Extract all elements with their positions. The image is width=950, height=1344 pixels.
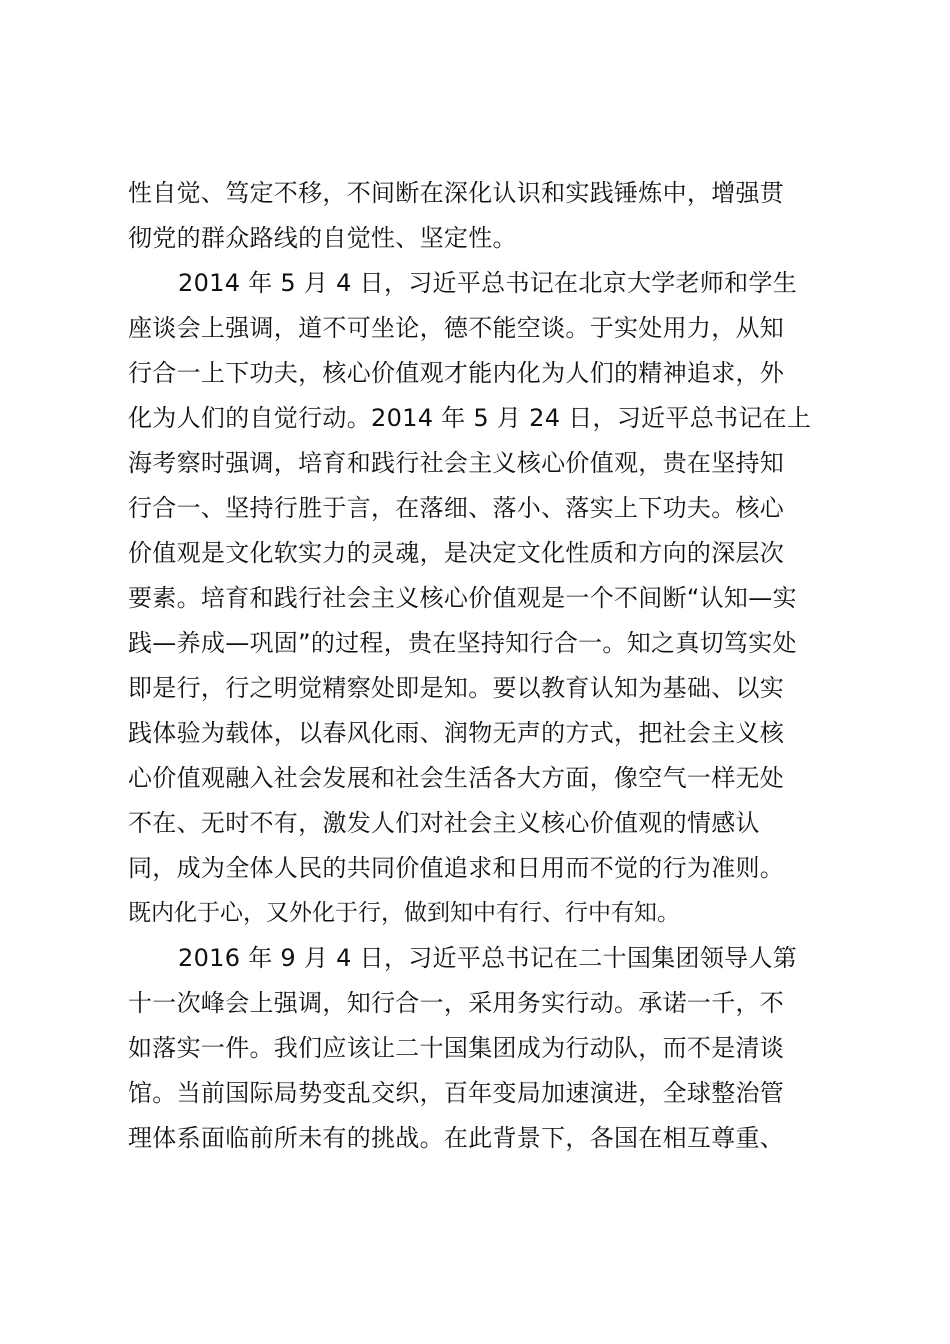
text-line: 践体验为载体，以春风化雨、润物无声的方式，把社会主义核 — [128, 719, 785, 747]
text-line: 海考察时强调，培育和践行社会主义核心价值观，贵在坚持知 — [128, 449, 785, 477]
text-line: 座谈会上强调，道不可坐论，德不能空谈。于实处用力，从知 — [128, 314, 785, 342]
text-line: 行合一、坚持行胜于言，在落细、落小、落实上下功夫。核心 — [128, 494, 785, 522]
text-line: 同，成为全体人民的共同价值追求和日用而不觉的行为准则。 — [128, 854, 785, 882]
text-line: 不在、无时不有，激发人们对社会主义核心价值观的情感认 — [128, 809, 760, 837]
text-line: 践—养成—巩固”的过程，贵在坚持知行合一。知之真切笃实处 — [128, 629, 797, 657]
text-line: 价值观是文化软实力的灵魂，是决定文化性质和方向的深层次 — [128, 539, 785, 567]
text-line: 心价值观融入社会发展和社会生活各大方面，像空气一样无处 — [128, 764, 785, 792]
text-line: 性自觉、笃定不移，不间断在深化认识和实践锤炼中，增强贯 — [128, 179, 785, 207]
text-line: 十一次峰会上强调，知行合一，采用务实行动。承诺一千，不 — [128, 989, 785, 1017]
text-line: 要素。培育和践行社会主义核心价值观是一个不间断“认知—实 — [128, 584, 797, 612]
text-line: 既内化于心，又外化于行，做到知中有行、行中有知。 — [128, 900, 680, 926]
text-line: 即是行，行之明觉精察处即是知。要以教育认知为基础、以实 — [128, 674, 785, 702]
text-line: 行合一上下功夫，核心价值观才能内化为人们的精神追求，外 — [128, 359, 785, 387]
text-line: 化为人们的自觉行动。2014 年 5 月 24 日，习近平总书记在上 — [128, 404, 812, 432]
paragraph-start-line: 2014 年 5 月 4 日，习近平总书记在北京大学老师和学生 — [178, 269, 798, 297]
text-line: 馆。当前国际局势变乱交织，百年变局加速演进，全球整治管 — [128, 1079, 785, 1107]
paragraph-start-line: 2016 年 9 月 4 日，习近平总书记在二十国集团领导人第 — [178, 944, 798, 972]
text-line: 理体系面临前所未有的挑战。在此背景下，各国在相互尊重、 — [128, 1124, 785, 1152]
text-line: 如落实一件。我们应该让二十国集团成为行动队，而不是清谈 — [128, 1034, 785, 1062]
text-line: 彻党的群众路线的自觉性、坚定性。 — [128, 224, 517, 252]
